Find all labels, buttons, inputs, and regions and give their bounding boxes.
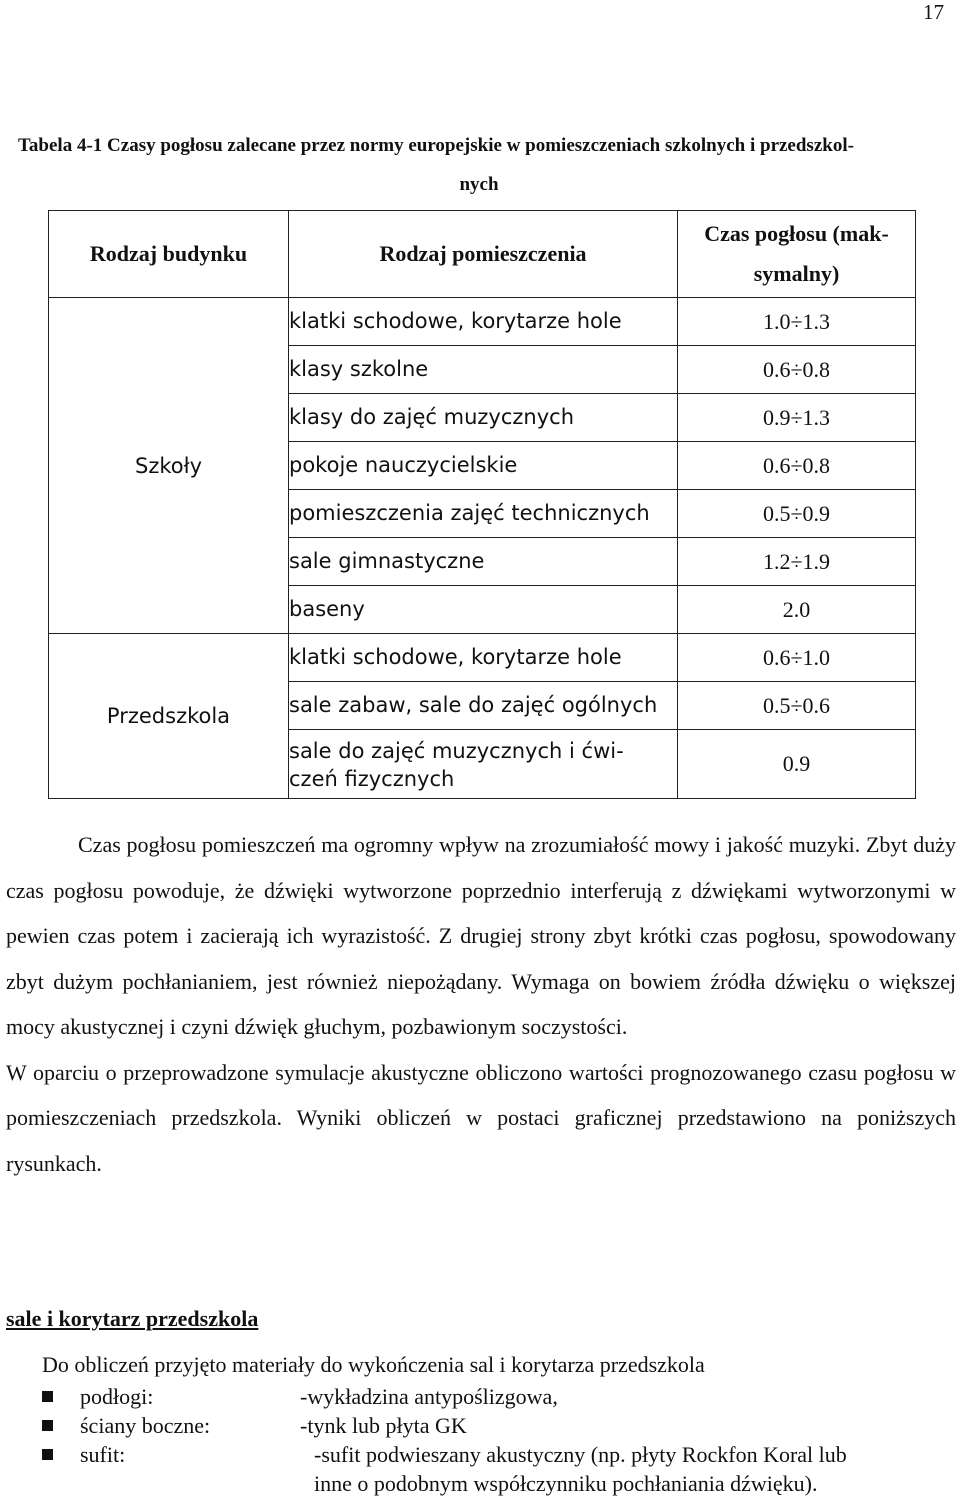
list-item — [42, 1411, 960, 1440]
caption-line-1: Tabela 4-1 Czasy pogłosu zalecane przez normy europejskie w pomieszczeniach szkolnych i przedszkol- — [18, 135, 854, 156]
room-cell: klatki schodowe, korytarze hole — [289, 634, 678, 682]
paragraph-2: W oparciu o przeprowadzone symulacje akustyczne obliczono wartości prognozowanego czasu pogłosu w pomieszczeniach przedszkola. Wyniki obliczeń w postaci graficznej przedstawiono na poniższych rysunkach. — [6, 1059, 956, 1176]
section-intro: Do obliczeń przyjęto materiały do wykończenia sal i korytarza przedszkola — [42, 1352, 705, 1377]
room-cell: pomieszczenia zajęć technicznych — [289, 490, 678, 538]
list-item — [42, 1440, 960, 1496]
room-cell: sale zabaw, sale do zajęć ogólnych — [289, 682, 678, 730]
value-cell: 0.6÷0.8 — [678, 346, 916, 394]
room-cell: klatki schodowe, korytarze hole — [289, 298, 678, 346]
room-cell: klasy do zajęć muzycznych — [289, 394, 678, 442]
reverberation-table — [48, 210, 916, 799]
header-time-line-1: Czas pogłosu (mak- — [704, 221, 889, 246]
value-cell: 0.9 — [678, 730, 916, 799]
page-number: 17 — [923, 0, 944, 24]
value-cell: 2.0 — [678, 586, 916, 634]
table-header-row — [49, 211, 916, 298]
room-cell: sale gimnastyczne — [289, 538, 678, 586]
value-cell: 0.9÷1.3 — [678, 394, 916, 442]
room-cell: klasy szkolne — [289, 346, 678, 394]
room-cell — [289, 730, 678, 799]
room-cell-line-1: sale do zajęć muzycznych i ćwi- — [289, 739, 624, 763]
body-text — [6, 822, 956, 1186]
header-time-line-2: symalny) — [753, 261, 840, 286]
table-row — [49, 298, 916, 346]
header-room: Rodzaj pomieszczenia — [289, 211, 678, 298]
bullet-square-icon — [42, 1391, 53, 1402]
group-schools: Szkoły — [49, 298, 289, 634]
item-desc: -wykładzina antypoślizgowa, — [300, 1384, 558, 1409]
header-time — [678, 211, 916, 298]
table-row — [49, 634, 916, 682]
item-desc: -tynk lub płyta GK — [300, 1413, 467, 1438]
item-desc-continued: inne o podobnym współczynniku pochłaniania dźwięku). — [314, 1471, 818, 1496]
value-cell: 1.2÷1.9 — [678, 538, 916, 586]
group-kindergartens: Przedszkola — [49, 634, 289, 799]
item-label: podłogi: — [80, 1384, 154, 1409]
bullet-square-icon — [42, 1449, 53, 1460]
value-cell: 0.5÷0.6 — [678, 682, 916, 730]
room-cell: baseny — [289, 586, 678, 634]
caption-line-2: nych — [459, 174, 499, 195]
materials-list — [42, 1382, 960, 1496]
table-caption — [18, 124, 940, 202]
section-title: sale i korytarz przedszkola — [6, 1306, 259, 1331]
header-building: Rodzaj budynku — [49, 211, 289, 298]
value-cell: 0.5÷0.9 — [678, 490, 916, 538]
value-cell: 1.0÷1.3 — [678, 298, 916, 346]
item-desc: -sufit podwieszany akustyczny (np. płyty Rockfon Koral lub — [314, 1442, 847, 1467]
bullet-square-icon — [42, 1420, 53, 1431]
room-cell: pokoje nauczycielskie — [289, 442, 678, 490]
item-label: sufit: — [80, 1442, 126, 1467]
room-cell-line-2: czeń fizycznych — [289, 767, 455, 791]
value-cell: 0.6÷0.8 — [678, 442, 916, 490]
value-cell: 0.6÷1.0 — [678, 634, 916, 682]
paragraph-1: Czas pogłosu pomieszczeń ma ogromny wpływ na zrozumiałość mowy i jakość muzyki. Zbyt duży czas pogłosu powoduje, że dźwięki wytworzone poprzednio interferują z dźwiękami wytworzonymi w pewien czas potem i zacierają ich wyrazistość. Z drugiej strony zbyt krótki czas pogłosu, spowodowany zbyt dużym pochłanianiem, jest również niepożądany. Wymaga on bowiem źródła dźwięku o większej mocy akustycznej i czyni dźwięk głuchym, pozbawionym soczystości. — [6, 832, 956, 1039]
list-item — [42, 1382, 960, 1411]
item-label: ściany boczne: — [80, 1413, 211, 1438]
